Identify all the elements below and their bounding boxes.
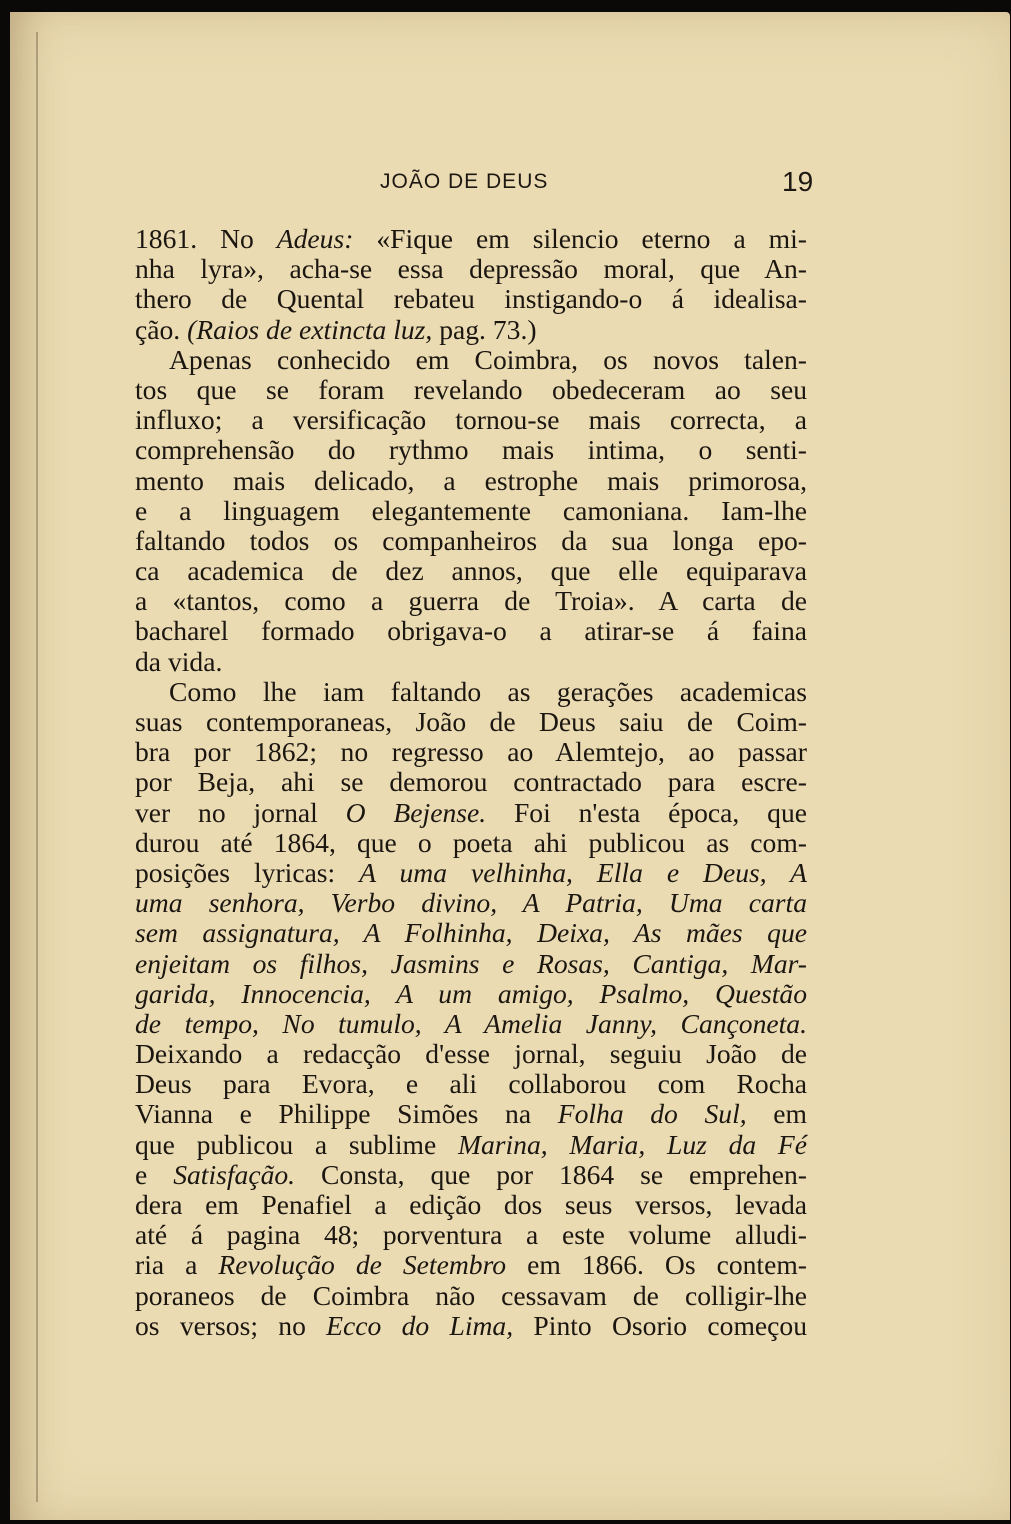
text-span: até á pagina 48; porventura a este volume alludi- xyxy=(135,1219,807,1251)
body-text xyxy=(135,224,807,1341)
text-line xyxy=(135,888,807,918)
italic-span: O Bejense. xyxy=(345,796,487,828)
italic-span: (Raios de extincta luz, xyxy=(187,313,433,345)
text-span: ção. xyxy=(135,313,188,345)
text-span: bacharel formado obrigava-o a atirar-se á faina xyxy=(135,615,807,647)
text-line xyxy=(135,586,807,616)
page-header xyxy=(10,164,1010,204)
text-line xyxy=(135,707,807,737)
text-span: pag. 73.) xyxy=(432,313,537,345)
text-span: faltando todos os companheiros da sua longa epo- xyxy=(135,524,807,556)
running-head: JOÃO DE DEUS xyxy=(380,170,549,193)
text-span: nha lyra», acha-se essa depressão moral, que An- xyxy=(135,253,807,285)
text-line xyxy=(135,1160,807,1190)
text-span: Como lhe iam faltando as gerações academicas xyxy=(169,675,807,707)
italic-span: Adeus: xyxy=(276,223,354,254)
binding-edge xyxy=(36,32,38,1502)
text-line xyxy=(135,1009,807,1039)
text-span: comprehensão do rythmo mais intima, o senti- xyxy=(135,434,807,466)
text-span: thero de Quental rebateu instigando-o á idealisa- xyxy=(135,283,807,315)
text-span: «Fique em silencio eterno a mi- xyxy=(353,223,807,254)
book-page xyxy=(10,12,1010,1520)
text-line xyxy=(135,435,807,465)
text-line xyxy=(135,1220,807,1250)
text-span: poraneos de Coimbra não cessavam de colligir-lhe xyxy=(135,1279,807,1311)
italic-span: Revolução de Setembro xyxy=(218,1249,507,1281)
text-line xyxy=(135,556,807,586)
text-span: e a linguagem elegantemente camoniana. Iam-lhe xyxy=(135,494,807,526)
text-span: Pinto Osorio começou xyxy=(513,1309,807,1341)
italic-span: Ecco do Lima, xyxy=(326,1309,514,1341)
text-span: posições lyricas: xyxy=(135,856,360,888)
text-line xyxy=(135,466,807,496)
text-line xyxy=(135,677,807,707)
page-number: 19 xyxy=(782,166,814,197)
text-span: Apenas conhecido em Coimbra, os novos talen- xyxy=(169,343,807,375)
text-line xyxy=(135,284,807,314)
text-line xyxy=(135,405,807,435)
text-line xyxy=(135,767,807,797)
text-line xyxy=(135,1281,807,1311)
text-line xyxy=(135,1099,807,1129)
text-span: ria a xyxy=(135,1249,219,1281)
text-line xyxy=(135,647,807,677)
text-span: em xyxy=(746,1098,807,1130)
text-line xyxy=(135,918,807,948)
text-line xyxy=(135,1311,807,1341)
text-line xyxy=(135,375,807,405)
text-span: 1861. No xyxy=(135,223,277,254)
text-span: Consta, que por 1864 se emprehen- xyxy=(295,1158,807,1190)
text-span: dera em Penafiel a edição dos seus versos, levada xyxy=(135,1189,807,1220)
text-span: Deixando a redacção d'esse jornal, seguiu João de xyxy=(135,1038,807,1070)
text-line xyxy=(135,858,807,888)
text-line xyxy=(135,254,807,284)
text-span: da vida. xyxy=(135,645,223,677)
text-span: por Beja, ahi se demorou contractado para escre- xyxy=(135,766,807,798)
italic-span: uma senhora, Verbo divino, A Patria, Uma carta xyxy=(135,887,807,919)
text-line xyxy=(135,616,807,646)
text-line xyxy=(135,979,807,1009)
text-span: bra por 1862; no regresso ao Alemtejo, ao passar xyxy=(135,736,807,768)
text-line xyxy=(135,315,807,345)
text-span: Deus para Evora, e ali collaborou com Rocha xyxy=(135,1068,807,1100)
text-span: em 1866. Os contem- xyxy=(506,1249,807,1281)
text-span: que publicou a sublime xyxy=(135,1128,458,1160)
text-span: tos que se foram revelando obedeceram ao seu xyxy=(135,373,807,405)
text-line xyxy=(135,1130,807,1160)
text-line xyxy=(135,737,807,767)
text-span: e xyxy=(135,1158,174,1190)
text-line xyxy=(135,496,807,526)
text-line xyxy=(135,949,807,979)
italic-span: garida, Innocencia, A um amigo, Psalmo, Questão xyxy=(135,977,807,1009)
text-span: ver no jornal xyxy=(135,796,346,828)
italic-span: Satisfação. xyxy=(173,1158,296,1190)
text-line xyxy=(135,828,807,858)
text-line xyxy=(135,798,807,828)
text-line xyxy=(135,526,807,556)
text-span: mento mais delicado, a estrophe mais primorosa, xyxy=(135,464,807,496)
text-line xyxy=(135,1190,807,1220)
italic-span: sem assignatura, A Folhinha, Deixa, As mães que xyxy=(135,917,807,949)
text-span: ca academica de dez annos, que elle equiparava xyxy=(135,555,807,587)
italic-span: de tempo, No tumulo, A Amelia Janny, Cançoneta. xyxy=(135,1007,807,1039)
text-line xyxy=(135,1069,807,1099)
italic-span: A uma velhinha, Ella e Deus, A xyxy=(359,856,807,888)
italic-span: Marina, Maria, Luz da Fé xyxy=(457,1128,808,1160)
text-line xyxy=(135,345,807,375)
text-span: Vianna e Philippe Simões na xyxy=(135,1098,558,1130)
text-span: suas contemporaneas, João de Deus saiu de Coim- xyxy=(135,706,807,737)
text-line xyxy=(135,1250,807,1280)
italic-span: enjeitam os filhos, Jasmins e Rosas, Cantiga, Mar- xyxy=(135,947,807,979)
text-line xyxy=(135,1039,807,1069)
text-line xyxy=(135,224,807,254)
text-span: os versos; no xyxy=(135,1309,327,1341)
italic-span: Folha do Sul, xyxy=(557,1098,747,1130)
text-span: influxo; a versificação tornou-se mais correcta, a xyxy=(135,404,807,436)
text-span: a «tantos, como a guerra de Troia». A carta de xyxy=(135,585,807,617)
text-span: Foi n'esta época, que xyxy=(486,796,807,828)
text-span: durou até 1864, que o poeta ahi publicou as com- xyxy=(135,826,807,858)
